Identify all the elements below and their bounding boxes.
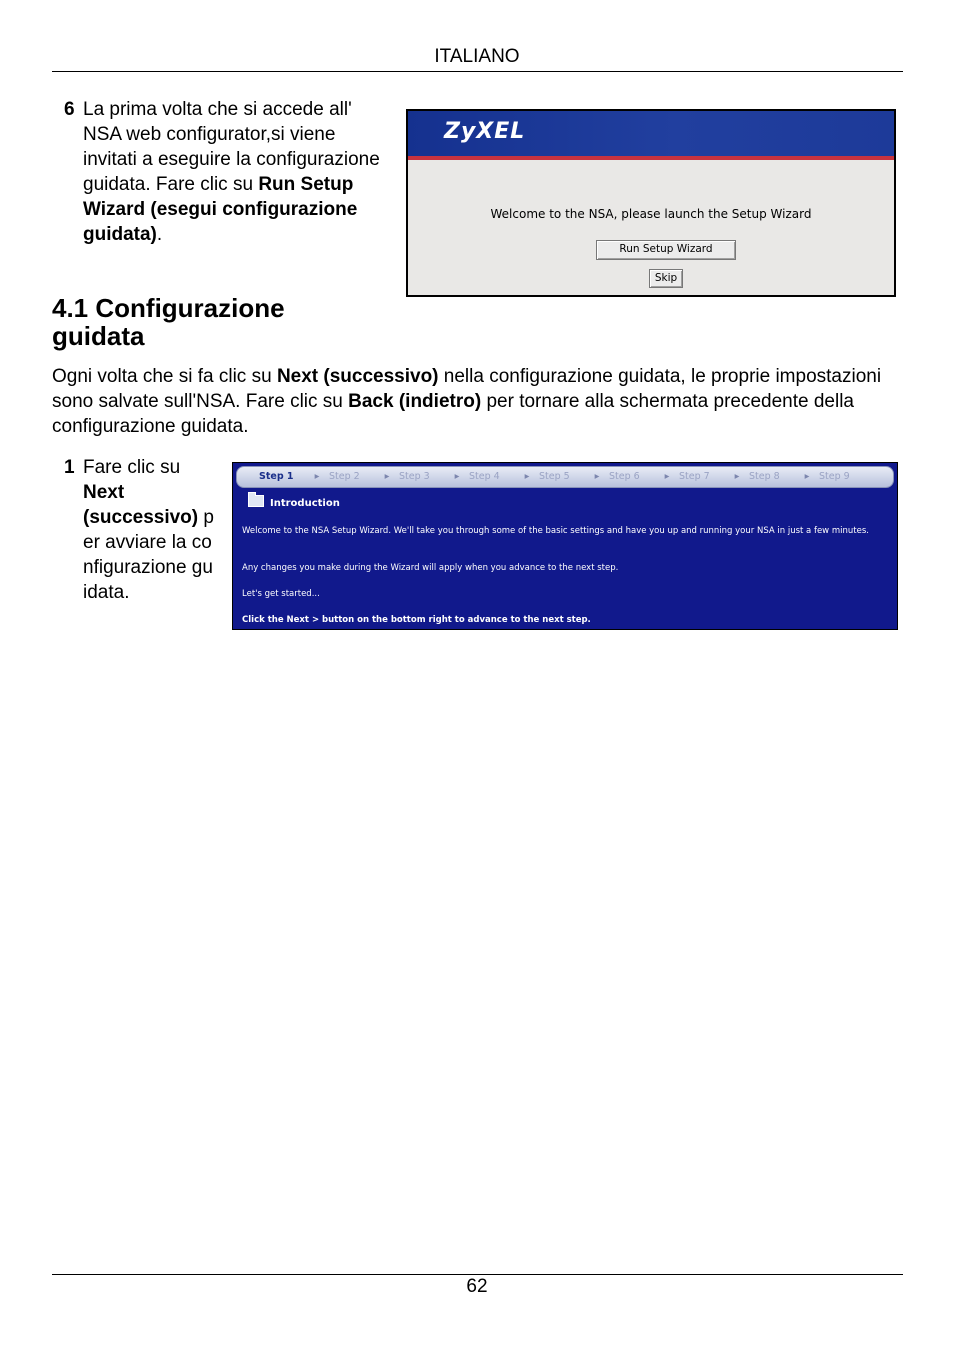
tab-step-5[interactable]: Step 5: [539, 471, 570, 482]
folder-icon: [248, 495, 264, 507]
paragraph-bold1: Next (successivo): [276, 366, 439, 387]
screenshot-wizard-intro: [232, 462, 898, 630]
header-rule: [52, 71, 903, 72]
tab-step-1[interactable]: Step 1: [259, 471, 294, 482]
tab-step-2[interactable]: Step 2: [329, 471, 360, 482]
step-6-text-before: La prima volta che si accede all' NSA web configurator,si viene invitati a eseguire la configurazione guidata. Fare clic su: [83, 99, 380, 195]
step-separator-icon: ▸: [804, 471, 810, 482]
tab-step-4[interactable]: Step 4: [469, 471, 500, 482]
tab-step-3[interactable]: Step 3: [399, 471, 430, 482]
paragraph-bold2: Back (indietro): [348, 391, 482, 412]
tab-step-9[interactable]: Step 9: [819, 471, 850, 482]
introduction-label: Introduction: [270, 498, 340, 509]
paragraph-part2: nella configurazione guidata, le proprie impostazioni sono salvate sull'NSA. Fare clic su: [52, 366, 882, 412]
wizard-welcome-text: Welcome to the NSA Setup Wizard. We'll take you through some of the basic settings and have you up and running your NSA in just a few minutes.: [242, 526, 869, 536]
page-number: 62: [466, 1276, 488, 1297]
step-1-text-after: per avviare la configurazione guidata.: [83, 507, 214, 603]
wizard-next-instruction: Click the Next > button on the bottom right to advance to the next step.: [242, 615, 591, 625]
skip-button[interactable]: Skip: [649, 269, 683, 288]
zyxel-logo: ZyXEL: [444, 119, 526, 144]
footer-rule: [52, 1274, 903, 1275]
step-separator-icon: ▸: [664, 471, 670, 482]
run-setup-wizard-button[interactable]: Run Setup Wizard: [596, 240, 736, 260]
step-separator-icon: ▸: [454, 471, 460, 482]
section-title: 4.1 Configurazione guidata: [52, 293, 285, 351]
wizard-steps: [259, 471, 865, 482]
step-separator-icon: ▸: [734, 471, 740, 482]
step-6-bold: Run Setup Wizard (esegui configurazione guidata): [83, 174, 358, 245]
paragraph-part3: per tornare alla schermata precedente della configurazione guidata.: [52, 391, 855, 437]
step-separator-icon: ▸: [314, 471, 320, 482]
paragraph-part1: Ogni volta che si fa clic su: [52, 366, 277, 387]
tab-step-6[interactable]: Step 6: [609, 471, 640, 482]
step-separator-icon: ▸: [384, 471, 390, 482]
step-1-bold: Next (successivo): [83, 482, 199, 528]
wizard-start-text: Let's get started...: [242, 589, 320, 599]
intro-paragraph: [52, 364, 903, 439]
tab-step-7[interactable]: Step 7: [679, 471, 710, 482]
step-1-number: 1: [64, 457, 75, 478]
wizard-step-bar: [236, 466, 894, 488]
introduction-heading: [248, 495, 340, 509]
screenshot-welcome: [406, 109, 896, 297]
step-1-text-before: Fare clic su: [83, 457, 181, 478]
step-6-text: [83, 97, 388, 247]
tab-step-8[interactable]: Step 8: [749, 471, 780, 482]
header-language: ITALIANO: [434, 46, 520, 67]
welcome-message: Welcome to the NSA, please launch the Setup Wizard: [490, 207, 812, 221]
step-separator-icon: ▸: [594, 471, 600, 482]
step-separator-icon: ▸: [524, 471, 530, 482]
banner-stripe: [408, 156, 894, 160]
step-6-text-after: .: [156, 224, 163, 245]
step-1-text: [83, 455, 216, 605]
wizard-changes-text: Any changes you make during the Wizard will apply when you advance to the next step.: [242, 563, 619, 573]
step-6-number: 6: [64, 99, 75, 120]
